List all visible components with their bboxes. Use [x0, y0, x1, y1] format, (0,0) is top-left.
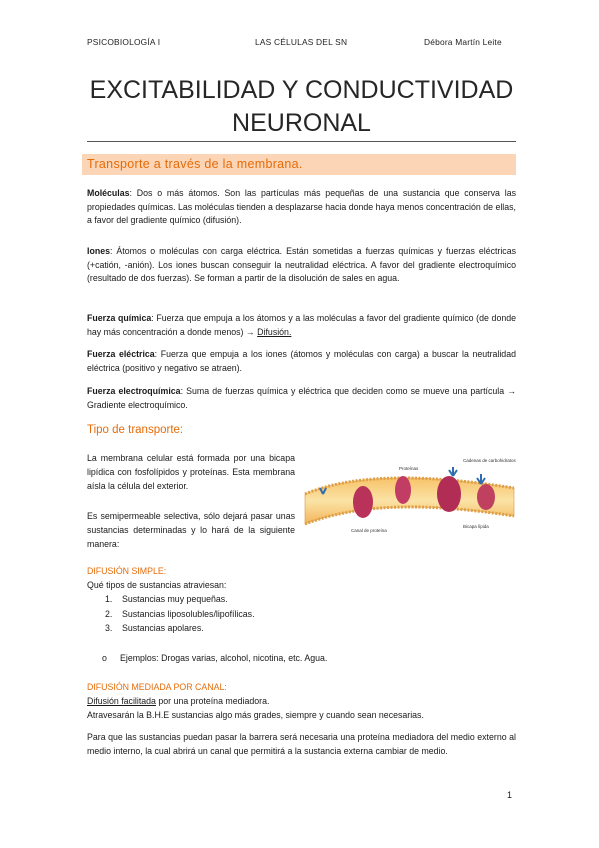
- figure-label-bicapa: Bicapa lípida: [463, 524, 489, 529]
- section-heading: Transporte a través de la membrana.: [87, 157, 303, 171]
- text-fuerza-quimica: : Fuerza que empuja a los átomos y a las moléculas a favor del gradiente químico (de donde hay más concentración a donde menos) →: [87, 313, 517, 337]
- section-heading-band: [82, 154, 516, 175]
- membrana-paragraph-2: Es semipermeable selectiva, sólo dejará pasar unas sustancias determinadas y lo hará de la siguiente manera:: [87, 511, 295, 549]
- header-topic: LAS CÉLULAS DEL SN: [255, 37, 348, 47]
- header-author: Débora Martín Leite: [424, 37, 502, 47]
- protein-1: [353, 486, 373, 518]
- text-fuerza-electroquimica: : Suma de fuerzas química y eléctrica que deciden como se mueve una partícula → Gradiente electroquímico.: [87, 386, 516, 410]
- term-fuerza-quimica: Fuerza química: [87, 313, 152, 323]
- term-iones: Iones: [87, 246, 110, 256]
- text-iones: : Átomos o moléculas con carga eléctrica. Están sometidas a fuerzas químicas y fuerzas eléctricas (+catión, -anión). Los iones buscan conseguir la neutralidad eléctrica. A favor del gradiente electroquímico (resultado de dos fuerzas). Se forman a partir de la disolución de sales en agua.: [87, 246, 516, 284]
- examples-bullet: [102, 653, 327, 663]
- difusion-simple-heading: DIFUSIÓN SIMPLE:: [87, 566, 167, 576]
- paragraph-iones: [87, 245, 516, 286]
- difusion-canal-line-1: Difusión facilitada por una proteína mediadora.: [87, 696, 270, 706]
- figure-label-proteinas: Proteínas: [399, 466, 419, 471]
- cell-membrane-figure: [303, 454, 516, 540]
- protein-2: [395, 476, 411, 504]
- list-item: 1. Sustancias muy pequeñas.: [105, 594, 228, 604]
- protein-4: [477, 484, 495, 510]
- page-title: [87, 74, 516, 140]
- substance-list: [87, 592, 255, 636]
- difusion-canal-paragraph: Para que las sustancias puedan pasar la barrera será necesaria una proteína mediadora del medio externo al medio interno, la cual abrirá un canal que permitirá a la sustancia externa cambiar de medio.: [87, 732, 516, 756]
- list-item: 2. Sustancias liposolubles/lipofílicas.: [105, 608, 255, 619]
- figure-label-canal: Canal de proteína: [351, 528, 387, 533]
- carbohydrate-chain-1: [449, 467, 457, 476]
- list-item: 3. Sustancias apolares.: [105, 623, 204, 633]
- examples-text: Ejemplos: Drogas varias, alcohol, nicotina, etc. Agua.: [120, 653, 328, 663]
- paragraph-moleculas: [87, 187, 516, 228]
- term-fuerza-electrica: Fuerza eléctrica: [87, 349, 155, 359]
- membrana-paragraph-1: La membrana celular está formada por una bicapa lipídica con fosfolípidos y proteínas. Esta membrana aísla la célula del exterior.: [87, 453, 295, 491]
- bullet-marker: o: [102, 653, 107, 663]
- difusion-simple-question: Qué tipos de sustancias atraviesan:: [87, 580, 227, 590]
- difusion-link: Difusión.: [257, 326, 292, 337]
- text-fuerza-electrica: : Fuerza que empuja a los iones (átomos y moléculas con carga) a buscar la neutralidad eléctrica (positivo y negativo se atraen).: [87, 349, 516, 373]
- title-line-1: EXCITABILIDAD Y CONDUCTIVIDAD: [89, 76, 514, 104]
- title-divider: [87, 141, 516, 142]
- text-moleculas: : Dos o más átomos. Son las partículas más pequeñas de una sustancia que conserva las propiedades químicas. Las moléculas tienden a desplazarse hacia donde haya menos concentración de ellas, a favor del gradiente químico (difusión).: [87, 188, 516, 226]
- figure-label-cadenas: Cadenas de carbohidratos: [463, 458, 516, 463]
- protein-3: [437, 476, 461, 512]
- paragraph-fuerza-electrica: [87, 348, 516, 375]
- header-subject: PSICOBIOLOGÍA I: [87, 37, 161, 47]
- term-moleculas: Moléculas: [87, 188, 130, 198]
- title-line-2: NEURONAL: [232, 109, 371, 137]
- paragraph-fuerza-electroquimica: [87, 385, 516, 412]
- page-number: 1: [507, 790, 513, 800]
- term-fuerza-electroquimica: Fuerza electroquímica: [87, 386, 181, 396]
- difusion-facilitada-link: Difusión facilitada: [87, 696, 156, 706]
- paragraph-fuerza-quimica: [87, 312, 516, 339]
- tipo-transporte-heading: Tipo de transporte:: [87, 424, 184, 436]
- difusion-canal-line-2: Atravesarán la B.H.E sustancias algo más grades, siempre y cuando sean necesarias.: [87, 710, 424, 720]
- difusion-canal-heading: DIFUSIÓN MEDIADA POR CANAL:: [87, 682, 227, 692]
